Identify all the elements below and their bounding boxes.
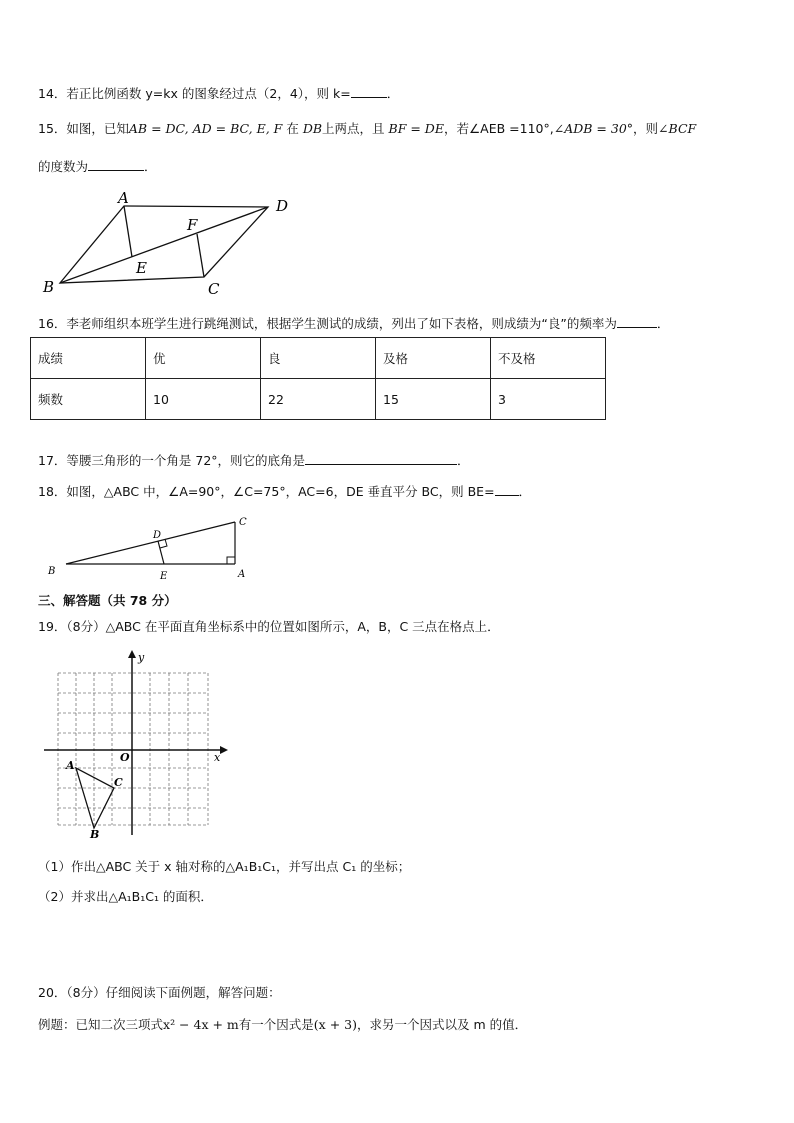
q19-sub2: （2）并求出△A₁B₁C₁ 的面积．: [38, 889, 213, 904]
q20-text: 20．（8分）仔细阅读下面例题，解答问题：: [38, 985, 281, 1000]
table-cell: 不及格: [491, 338, 606, 379]
q18-side-bc: [66, 522, 235, 564]
q15-cond3: ∠ADB = 30°: [553, 121, 634, 136]
q17-line: [38, 451, 470, 469]
q14-tail: ．: [386, 86, 400, 101]
q15-prefix: 15．如图，已知: [38, 121, 129, 136]
q15-answer-blank[interactable]: [88, 158, 144, 171]
q15-mid3: ，若∠AEB =110°,: [443, 121, 554, 136]
q15-mid1: 在: [286, 121, 299, 136]
q18-right-angle-a: [227, 557, 235, 564]
q17-answer-blank[interactable]: [305, 452, 457, 465]
q20-factor: (x + 3): [313, 1017, 357, 1032]
section-three-heading: 三、解答题（共 78 分）: [38, 593, 177, 608]
q15-mid2: 上两点，且: [322, 121, 385, 136]
q18-label-b: B: [48, 566, 56, 577]
q19-label-c: C: [114, 776, 123, 789]
table-cell: 及格: [376, 338, 491, 379]
q15-mid4: ，则: [633, 121, 659, 136]
q15-segment-cf: [197, 234, 204, 277]
q19-y-axis-arrow: [128, 650, 136, 658]
q18-text: 18．如图，△ABC 中，∠A=90°，∠C=75°，AC=6，DE 垂直平分 BC，则 BE=: [38, 484, 495, 499]
table-cell: 3: [491, 379, 606, 420]
q19-text: 19．（8分）△ABC 在平面直角坐标系中的位置如图所示，A，B，C 三点在格点上．: [38, 619, 500, 634]
q19-line: [38, 617, 500, 635]
q15-segment-ae: [124, 206, 132, 257]
q17-text: 17．等腰三角形的一个角是 72°，则它的底角是: [38, 453, 306, 468]
q15-cond2: BF = DE: [388, 121, 444, 136]
q20-example-prefix: 例题：已知二次三项式: [38, 1017, 164, 1032]
q19-label-x: x: [214, 751, 221, 764]
table-cell: 成绩: [31, 338, 146, 379]
table-cell: 10: [146, 379, 261, 420]
q15-label-e: E: [136, 259, 147, 277]
q16-text: 16．李老师组织本班学生进行跳绳测试，根据学生测试的成绩，列出了如下表格，则成绩为“良”的频率为: [38, 316, 617, 331]
q19-label-a: A: [66, 759, 75, 772]
q15-seg: DB: [302, 121, 323, 136]
q16-line: [38, 314, 669, 332]
q16-score-table: [30, 337, 606, 420]
q20-example-line: [38, 1015, 527, 1033]
q14-line: [38, 84, 399, 102]
q17-tail: ．: [457, 453, 470, 468]
table-row: [31, 338, 606, 379]
table-cell: 15: [376, 379, 491, 420]
q15-line2-text: 的度数为: [38, 159, 89, 174]
q20-example-mid: 有一个因式是: [238, 1017, 314, 1032]
q19-label-y: y: [138, 651, 145, 664]
q15-label-d: D: [276, 197, 289, 215]
q15-label-f: F: [187, 216, 198, 234]
table-cell: 良: [261, 338, 376, 379]
q15-target: ∠BCF: [658, 121, 697, 136]
q20-polynomial: x² − 4x + m: [163, 1017, 239, 1032]
q16-tail: ．: [656, 316, 670, 331]
q15-parallelogram-figure: [38, 186, 308, 298]
q15-line2: [38, 157, 157, 175]
q15-label-b: B: [43, 278, 55, 296]
q18-label-e: E: [160, 571, 168, 582]
table-row: [31, 379, 606, 420]
q15-cond1: AB = DC, AD = BC, E, F: [128, 121, 283, 136]
q18-label-a: A: [238, 569, 246, 580]
q14-text: 14．若正比例函数 y=kx 的图象经过点（2，4），则 k=: [38, 86, 351, 101]
q15-tail: ．: [144, 159, 157, 174]
table-cell: 频数: [31, 379, 146, 420]
table-cell: 22: [261, 379, 376, 420]
q18-triangle-figure: [40, 510, 260, 586]
q14-answer-blank[interactable]: [351, 85, 387, 98]
q15-line1: [38, 119, 696, 137]
table-cell: 优: [146, 338, 261, 379]
q18-label-c: C: [239, 517, 247, 528]
q19-sub1: （1）作出△ABC 关于 x 轴对称的△A₁B₁C₁，并写出点 C₁ 的坐标；: [38, 859, 411, 874]
q19-label-b: B: [90, 828, 100, 840]
q18-answer-blank[interactable]: [495, 483, 519, 496]
q18-line: [38, 482, 531, 500]
q15-label-a: A: [118, 189, 129, 207]
q18-tail: ．: [518, 484, 532, 499]
q20-example-tail: ，求另一个因式以及 m 的值．: [356, 1017, 528, 1032]
q19-triangle-abc: [76, 768, 114, 828]
q20-line: [38, 983, 281, 1001]
q19-label-origin: O: [120, 751, 130, 764]
q16-answer-blank[interactable]: [617, 315, 657, 328]
q18-segment-de: [158, 541, 164, 564]
q19-x-axis-arrow: [220, 746, 228, 754]
q15-label-c: C: [208, 280, 220, 298]
q19-coordinate-grid-figure: [40, 645, 240, 840]
q19-grid: [58, 673, 208, 825]
q18-label-d: D: [153, 530, 162, 541]
